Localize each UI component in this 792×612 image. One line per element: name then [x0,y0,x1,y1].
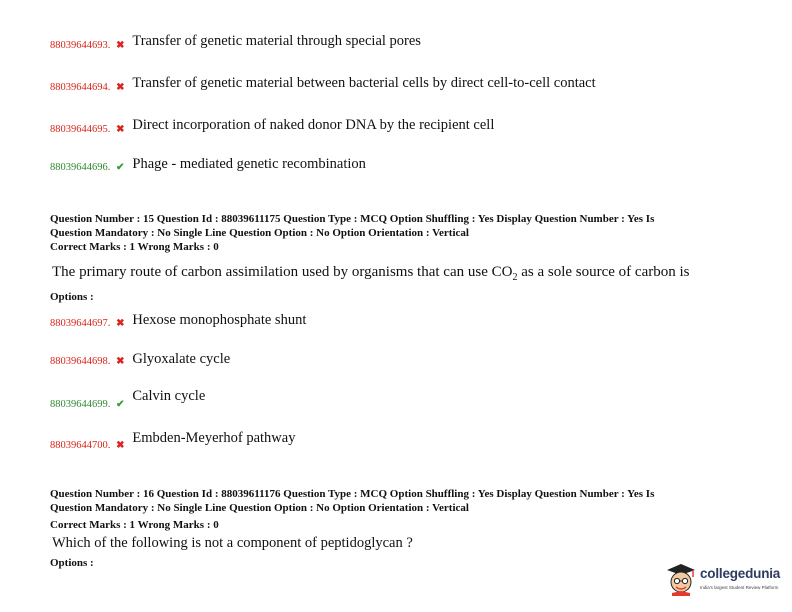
marks-line: Correct Marks : 1 Wrong Marks : 0 [50,241,219,253]
collegedunia-logo [666,558,790,604]
cross-icon: ✖ [116,440,125,451]
option-row [50,117,495,137]
marks-line: Correct Marks : 1 Wrong Marks : 0 [50,519,219,531]
meta-line: Question Mandatory : No Single Line Question Option : No Option Orientation : Vertical [50,227,469,239]
check-icon: ✔ [116,399,125,410]
check-icon: ✔ [116,162,125,173]
option-text: Glyoxalate cycle [132,351,231,367]
option-id: 88039644695. [50,124,111,135]
question-meta [50,487,750,532]
option-id: 88039644700. [50,440,111,451]
logo-wordmark: collegedunia [700,566,781,581]
options-label: Options : [50,291,94,303]
option-text: Direct incorporation of naked donor DNA by the recipient cell [132,117,495,133]
option-row [50,388,206,412]
option-row [50,33,421,53]
option-id: 88039644696. [50,162,111,173]
graduate-mascot-icon [666,562,696,596]
option-row [50,314,306,331]
option-id: 88039644697. [50,318,111,329]
cross-icon: ✖ [116,318,125,329]
option-text: Calvin cycle [132,388,206,404]
question-meta [50,212,750,254]
options-label: Options : [50,557,94,569]
option-text: Transfer of genetic material between bacterial cells by direct cell-to-cell contact [132,75,596,91]
option-row [50,75,596,95]
option-text: Phage - mediated genetic recombination [132,156,366,172]
meta-line: Question Number : 16 Question Id : 88039611176 Question Type : MCQ Option Shuffling : Yes Display Question Number : Yes Is [50,488,655,500]
option-id: 88039644698. [50,356,111,367]
option-id: 88039644694. [50,82,111,93]
option-text: Hexose monophosphate shunt [132,312,307,328]
cross-icon: ✖ [116,124,125,135]
option-text: Embden-Meyerhof pathway [132,430,296,446]
cross-icon: ✖ [116,356,125,367]
cross-icon: ✖ [116,40,125,51]
meta-line: Question Number : 15 Question Id : 88039611175 Question Type : MCQ Option Shuffling : Yes Display Question Number : Yes Is [50,213,655,225]
meta-line: Question Mandatory : No Single Line Question Option : No Option Orientation : Vertical [50,502,469,514]
option-id: 88039644693. [50,40,111,51]
option-id: 88039644699. [50,399,111,410]
logo-tagline: India's largest Student Review Platform [700,585,779,590]
question-text: The primary route of carbon assimilation used by organisms that can use $CO_2$ as a sole source of carbon is [52,264,690,283]
option-row [50,430,296,453]
option-row [50,352,230,369]
option-row [50,158,366,175]
option-text: Transfer of genetic material through special pores [132,33,421,49]
cross-icon: ✖ [116,82,125,93]
question-text: Which of the following is not a component of peptidoglycan ? [52,535,413,551]
